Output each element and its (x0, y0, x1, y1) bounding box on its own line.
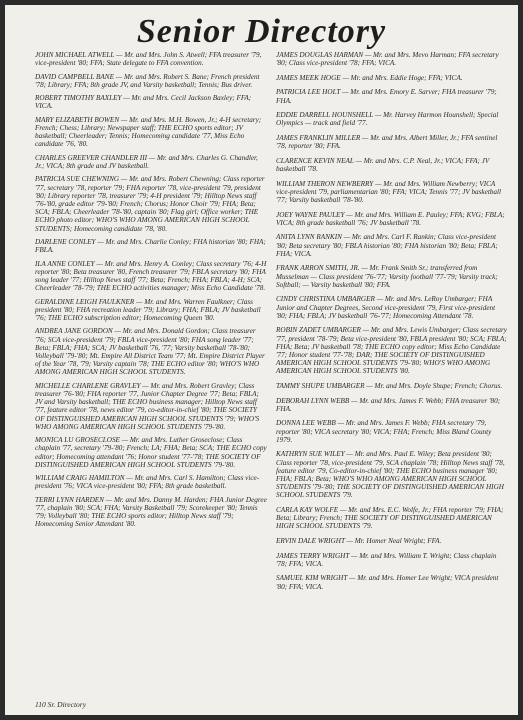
yearbook-page (5, 5, 518, 715)
directory-entry (35, 260, 267, 293)
student-name: ROBERT TIMOTHY BAXLEY (35, 94, 122, 103)
entry-details: — Mr. and Mrs. William T. Wright; Class chaplain '78; FFA; VICA. (276, 551, 497, 568)
entry-details: — Mr. and Mrs. Robert S. Bane; French president '78; Library; FFA; 8th grade JV, and Varsity basketball; Tennis; Bus driver. (35, 72, 260, 89)
entry-details: — Mr. and Mrs. Emory E. Sarver; FHA treasurer '79; FHA. (276, 88, 497, 105)
directory-entry (276, 157, 508, 173)
entry-details: — Mr. and Mrs. James F. Webb; FHA treasurer '80; FHA. (276, 396, 501, 413)
directory-entry (276, 233, 508, 258)
entry-details: — Mr. and Mrs. Charles G. Chandler, Jr.; VICA; 8th grade and JV basketball. (35, 153, 258, 170)
entry-details: — Mr. and Mrs. Charlie Conley; FHA historian '80; FHA; FBLA. (35, 237, 266, 255)
entry-details: — Mr. and Mrs. E.C. Wolfe, Jr.; FHA reporter '79; FHA; Beta; Library; French; THE SOCIETY OF DISTINGUISHED AMERICAN HIGH SCHOOL STUDENTS '79. (276, 505, 504, 531)
directory-entry (276, 506, 508, 531)
entry-details: — Mr. and Mrs. Danny M. Harden; FHA Junior Degree '77, chaplain '80; SCA; FHA; Varsity Basketball '79; Scorekeeper '80; Tennis '79; Volleyball '80; THE ECHO sports editor; Hilltop News staff '79; Homecoming Senior Attendant '80. (35, 495, 267, 529)
entry-details: — Mr. and Mrs. Mevo Harman; FFA secretary '80; Class vice-president '78; FFA; VICA. (276, 51, 499, 68)
student-name: JOEY WAYNE PAULEY (276, 210, 345, 219)
entry-details: — Mr. and Mrs. Carl S. Hamilton; Class vice-president '76; VICA vice-president '80; FFA; 8th grade basketball. (35, 474, 260, 491)
student-name: TAMMY SHUPE UMBARGER (276, 381, 365, 390)
directory-entry (276, 552, 508, 568)
entry-details: — Mr. and Mrs. Robert Chewning; Class reporter '77, secretary '78, reporter '79; FHA reporter '78, vice-president '79, president '80; Library reporter '78, treasurer '79; 4-H president '79; Hilltop News staff '76-'80, grade editor '79-'80; French; Chorus; Honor Choir '79; FHA; Beta; SCA; FBLA; Cheerleader '78-'80, captain '80; Flag girl; Office worker; THE ECHO photo editor; WHO'S WHO AMONG AMERICAN HIGH SCHOOL STUDENTS; Homecoming candidate '78, '80. (35, 175, 265, 233)
directory-entry (35, 154, 267, 170)
student-name: DONNA LEE WEBB (276, 419, 336, 428)
right-column (276, 51, 508, 597)
directory-entry (35, 496, 267, 529)
student-name: WILLIAM CRAIG HAMILTON (35, 474, 125, 483)
directory-entry (35, 474, 267, 490)
student-name: EDDIE DARRELL HOUNSHELL (276, 111, 374, 120)
entry-details: — Mr. Harvey Harmon Hounshell; Special Olympics — track and field '77. (276, 111, 499, 128)
student-name: WILLIAM THERON NEWBERRY (276, 179, 374, 188)
entry-details: — Mr. and Mrs. Henry A. Conley; Class secretary '76; 4-H reporter '80; Beta treasurer '80, French treasurer '79; FBLA secretary '80; FHA song leader '77; Hilltop News staff '77; Beta; French; FHA; FBLA; 4-H; SCA; Cheerleader '78-'79; THE ECHO activities manager; Miss Echo Candidate '78. (35, 259, 267, 293)
directory-entry (276, 450, 508, 499)
directory-entry (276, 180, 508, 205)
directory-entry (276, 382, 508, 390)
entry-details: — Mr. and Mrs. John S. Atwell; FFA treasurer '79, vice-president '80; FFA; State delegate to FFA convention. (35, 51, 262, 68)
directory-entry (276, 397, 508, 413)
directory-entry (276, 51, 508, 67)
student-name: DAVID CAMPBELL BANE (35, 72, 114, 81)
entry-details: — Mr. Frank Smith Sr.; transferred from Musselman — Class president '76-'77; Varsity football '77-'79; Varsity track; Softball; — Varsity basketball '80; FFA. (276, 264, 498, 289)
student-name: CHARLES GREEVER CHANDLER III (35, 153, 147, 162)
entry-details: — Mr. and Mrs. Cecil Jackson Baxley; FFA; VICA. (35, 94, 252, 111)
directory-entry (35, 175, 267, 232)
student-name: GERALDINE LEIGH FAULKNER (35, 297, 135, 306)
student-name: ILA ANNE CONLEY (35, 259, 95, 268)
entry-details: — Mr. and Mrs. Robert Gravley; Class treasurer '76-'80; FHA reporter '77, Junior Chapter Degree '77; Beta; FBLA; JV and Varsity basketball; THE ECHO business manager; Hilltop News staff '77, feature editor '78, news editor '79, co-editor-in-chief '80; THE SOCIETY OF DISTINGUISHED AMERICAN HIGH SCHOOL STUDENTS '79; WHO'S WHO AMONG AMERICAN HIGH SCHOOL STUDENTS '79-'80. (35, 381, 260, 431)
left-column (35, 51, 267, 534)
directory-entry (276, 574, 508, 590)
entry-details: — Mr. and Mrs. M.H. Bowen, Jr.; 4-H secretary; French; Chess; Library; Newspaper staff; THE ECHO sports editor; JV basketball; Cheerleader; Tennis; Homecoming candidate '77, Miss Echo candidate '76, '80. (35, 115, 262, 149)
student-name: MONICA LU GROSECLOSE (35, 436, 120, 445)
directory-entry (276, 295, 508, 320)
directory-entry (276, 111, 508, 127)
directory-entry (276, 74, 508, 82)
entry-details: — Mr. and Mrs. Warren Faulkner; Class president '80; FHA recreation leader '79; Library; FHA; FBLA; JV basketball '76; THE ECHO subscription editor; Homecoming Queen '80. (35, 297, 261, 322)
directory-entry (35, 116, 267, 149)
student-name: PATRICIA LEE HOLT (276, 88, 341, 97)
entry-details: — Mr. and Mrs. C.P. Neal, Jr.; VICA; FFA; JV basketball '78. (276, 156, 490, 173)
student-name: FRANK ARRON SMITH, JR. (276, 264, 360, 273)
directory-entry (35, 73, 267, 89)
entry-details: — Mr. and Mrs. Carl F. Rankin; Class vice-president '80; Beta secretary '80; FBLA historian '80; FHA historian '80; Beta; FBLA; FHA; VICA. (276, 233, 498, 258)
entry-details: — Mr. and Mrs. Homer Lee Wright; VICA president '80; FFA; VICA. (276, 574, 499, 591)
directory-entry (276, 537, 508, 545)
student-name: KATHRYN SUE WILEY (276, 450, 345, 459)
directory-entry (35, 436, 267, 469)
directory-entry (276, 264, 508, 289)
student-name: ERVIN DALE WRIGHT (276, 536, 345, 545)
page-title: Senior Directory (136, 13, 387, 50)
entry-details: — Mr. and Mrs. William Newberry; VICA vice-president '79, parliamentarian '80; FFA; VICA; Tennis '77; JV basketball '77; Varsity basketball '78-'80. (276, 179, 501, 204)
directory-entry (35, 94, 267, 110)
entry-details: — Mr. and Mrs. Doyle Shupe; French; Chorus. (364, 381, 503, 390)
entry-details: — Mr. and Mrs. Paul E. Wiley; Beta president '80; Class reporter '78, vice-president '79, SCA chaplain '78; Hilltop News staff '78, feature editor '79, Co-editor-in-chief '80; THE ECHO business manager '80; FHA; FBLA; Beta; WHO'S WHO AMONG AMERICAN HIGH SCHOOL STUDENTS '79-'80; THE SOCIETY OF DISTINGUISHED AMERICAN HIGH SCHOOL STUDENTS '79. (276, 450, 505, 500)
directory-entry (276, 88, 508, 104)
student-name: JOHN MICHAEL ATWELL (35, 51, 115, 59)
entry-details: — Mr. and Mrs. Donald Gordon; Class treasurer '76; SCA vice-president '79; FBLA vice-president '80; FHA song leader '77; Beta; FBLA; FHA; SCA; JV basketball '76, '77; Varsity basketball '78-'80; Volleyball '79-'80; Mt. Empire All District Team '77; Mt. Empire District Player of the Year '78, '79; Varsity captain '78; THE ECHO editor '80; WHO'S WHO AMONG AMERICAN HIGH SCHOOL STUDENTS. (35, 327, 265, 377)
student-name: DARLENE CONLEY (35, 237, 96, 246)
entry-details: — Mr. Homer Neal Wright; FFA. (344, 536, 442, 545)
student-name: PATRICIA SUE CHEWNING (35, 175, 120, 184)
entry-details: — Mr. and Mrs. Albert Miller, Jr.; FFA sentinel '78, reporter '80; FFA. (276, 133, 498, 151)
entry-details: — Mr. and Mrs. LeRoy Umbarger; FHA Junior and Chapter Degrees, Second vice-president '79, First vice-president '80; FHA; FBLA; JV basketball '76-'77; Homecoming Attendant '78. (276, 295, 496, 320)
directory-entry (35, 382, 267, 431)
student-name: CINDY CHRISTINA UMBARGER (276, 295, 375, 304)
entry-details: — Mr. and Mrs. Lewis Umbarger; Class secretary '77, president '78-'79; Beta vice-president '80, FBLA president '80; SCA; FBLA; FHA; Beta; JV basketball '78; THE ECHO copy editor; Miss Echo Candidate '77; Honor student '77-'78; DAR; THE SOCIETY OF DISTINGUISHED AMERICAN HIGH SCHOOL STUDENTS '79-'80; WHO'S WHO AMONG AMERICAN HIGH SCHOOL STUDENTS '80. (276, 326, 507, 376)
directory-entry (276, 419, 508, 444)
student-name: JAMES MEEK HOGE (276, 73, 341, 82)
student-name: SAMUEL KIM WRIGHT (276, 574, 348, 583)
entry-details: — Mr. and Mrs. Eddie Hoge; FFA; VICA. (340, 73, 463, 82)
student-name: CARLA KAY WOLFE (276, 505, 339, 514)
student-name: JAMES FRANKLIN MILLER (276, 133, 361, 142)
student-name: CLARENCE KEVIN NEAL (276, 156, 354, 165)
entry-details: — Mr. and Mrs. James F. Webb; FHA secretary '79, reporter '80; VICA secretary '80; VICA; FHA; French; Miss Bland County 1979. (276, 419, 492, 444)
directory-entry (276, 134, 508, 150)
student-name: JAMES DOUGLAS HARMAN (276, 51, 364, 59)
student-name: ROBIN ZADET UMBARGER (276, 326, 361, 335)
student-name: MICHELLE CHARLENE GRAVLEY (35, 381, 141, 390)
page-footer: 110 Sr. Directory (35, 700, 87, 709)
student-name: TERRI LYNN HARDEN (35, 495, 104, 504)
directory-entry (35, 51, 267, 67)
student-name: DEBORAH LYNN WEBB (276, 396, 350, 405)
student-name: MARY ELIZABETH BOWEN (35, 115, 120, 124)
entry-details: — Mr. and Mrs. William E. Pauley; FFA; KVG; FBLA; VICA; 8th grade basketball '76; JV basketball '78. (276, 210, 505, 227)
student-name: JAMES TERRY WRIGHT (276, 551, 350, 560)
entry-details: — Mr. and Mrs. Luther Groseclose; Class chaplain '77, secretary '79-'80; French; LA; FHA; Beta; SCA; THE ECHO copy editor; Homecoming attendant '76; Honor student '77-'78; THE SOCIETY OF DISTINGUISHED AMERICAN HIGH SCHOOL STUDENTS '79-'80. (35, 436, 267, 469)
student-name: ANITA LYNN RANKIN (276, 233, 342, 242)
directory-entry (276, 326, 508, 375)
directory-entry (35, 298, 267, 323)
directory-entry (35, 327, 267, 376)
directory-entry (276, 211, 508, 227)
directory-entry (35, 238, 267, 254)
student-name: ANDREA JANE GORDON (35, 327, 113, 336)
